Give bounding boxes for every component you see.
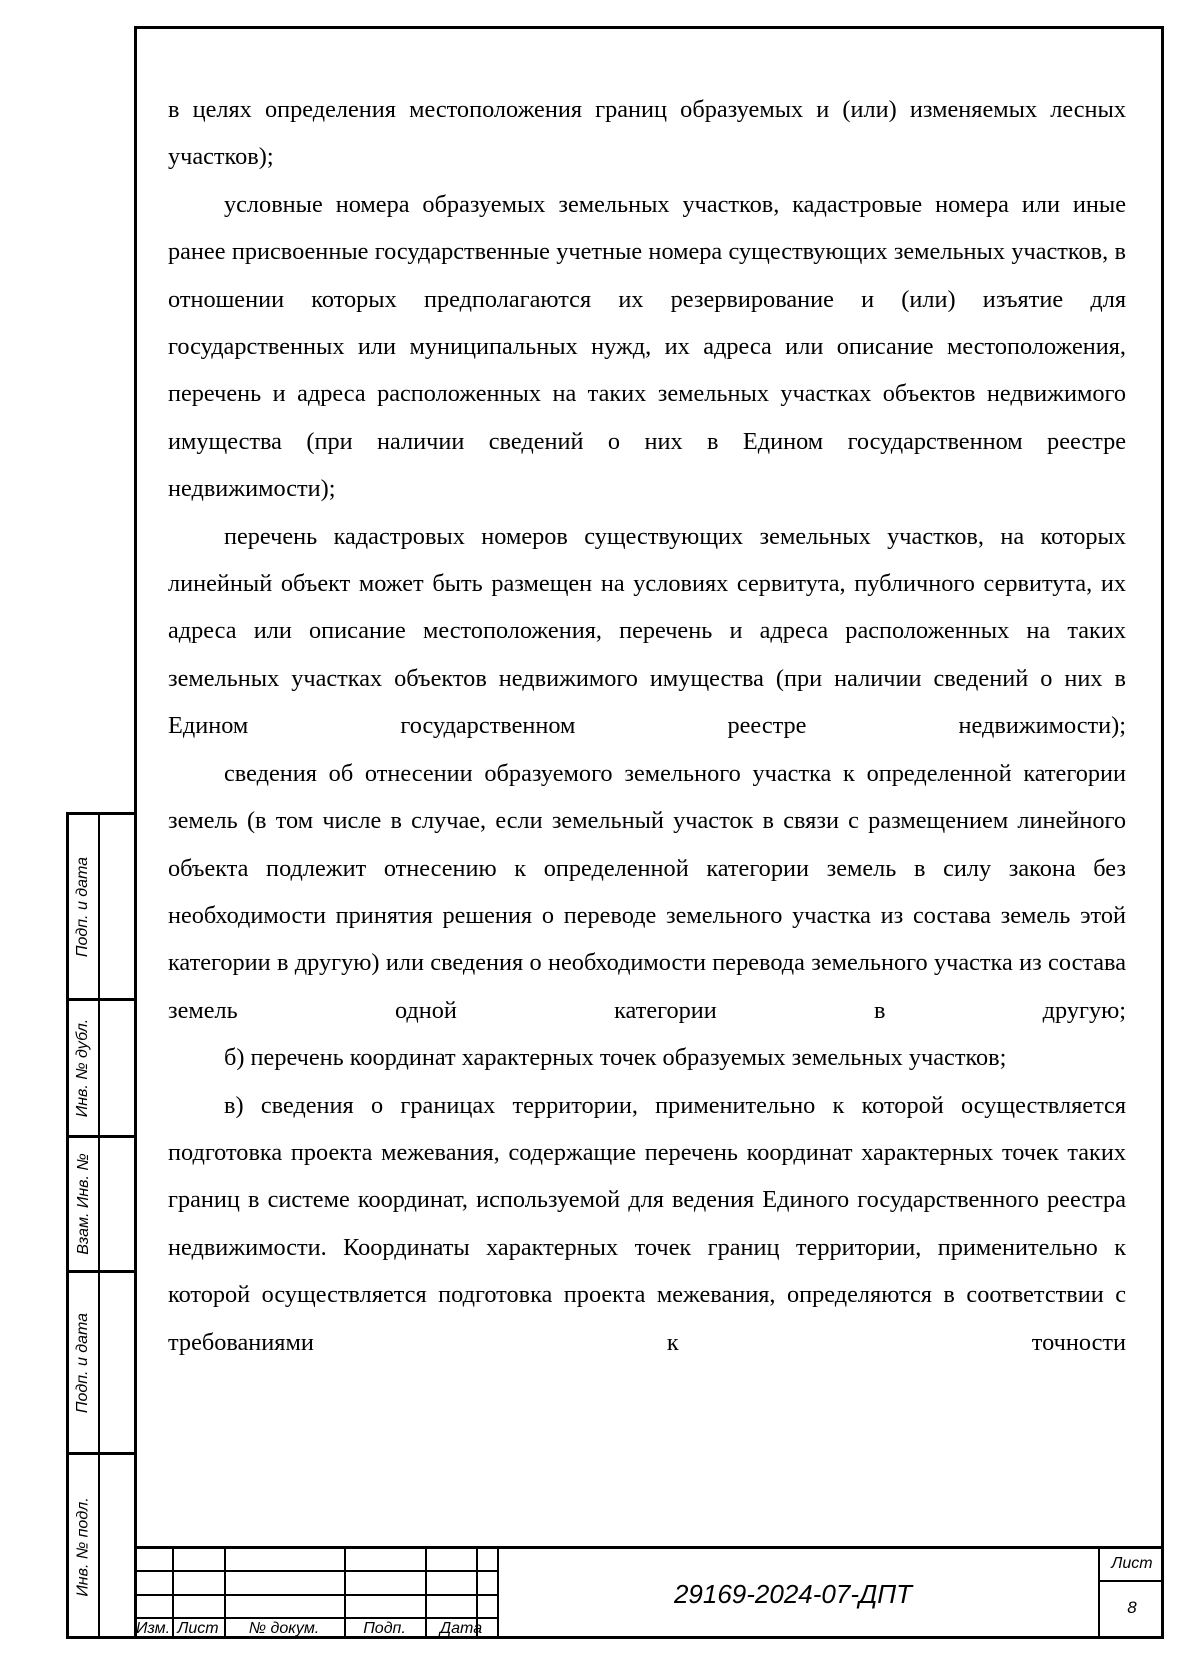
- side-stamp-divider: [98, 815, 100, 1636]
- doc-no-caption: № докум.: [248, 1620, 320, 1637]
- podp-data-bottom-label: Подп. и дата: [74, 1312, 92, 1413]
- data-caption: Дата: [439, 1620, 483, 1637]
- inv-dubl-label: Инв. № дубл.: [74, 1018, 92, 1118]
- izm-caption: Изм.: [135, 1620, 171, 1637]
- vzam-inv-label: Взам. Инв. №: [74, 1153, 92, 1255]
- document-body: [168, 86, 1126, 1366]
- podp-caption: Подп.: [363, 1620, 406, 1637]
- paragraph-4: сведения об отнесении образуемого земельного участка к определенной категории земель (в том числе в случае, если земельный участок в связи с размещением линейного объекта подлежит отнесению к определенной категории земель в силу закона без необходимости принятия решения о переводе земельного участка из состава земель этой категории в другую) или сведения о необходимости перевода земельного участка из состава земель одной категории в другую;: [168, 759, 1126, 1024]
- inv-podl-label: Инв. № подл.: [74, 1497, 92, 1597]
- side-stamp: [66, 812, 134, 1639]
- paragraph-6: в) сведения о границах территории, применительно к которой осуществляется подготовка проекта межевания, содержащие перечень координат характерных точек таких границ в системе координат, используемой для ведения Единого государственного реестра недвижимости. Координаты характерных точек границ территории, применительно к которой осуществляется подготовка проекта межевания, определяются в соответствии с требованиями к точности: [168, 1091, 1126, 1356]
- sheet-label: Лист: [1111, 1555, 1153, 1572]
- title-block: [134, 1546, 1164, 1639]
- paragraph-1: в целях определения местоположения границ образуемых и (или) изменяемых лесных участков);: [168, 96, 1126, 171]
- sheet-number: 8: [1127, 1598, 1137, 1617]
- paragraph-3: перечень кадастровых номеров существующих земельных участков, на которых линейный объект может быть размещен на условиях сервитута, публичного сервитута, их адреса или описание местоположения, перечень и адреса расположенных на таких земельных участках объектов недвижимого имущества (при наличии сведений о них в Едином государственном реестре недвижимости);: [168, 522, 1126, 740]
- list-caption: Лист: [177, 1620, 219, 1637]
- title-block-row-line: [134, 1570, 497, 1572]
- document-code: 29169-2024-07-ДПТ: [673, 1578, 913, 1609]
- title-block-top-line: [134, 1546, 1164, 1549]
- title-block-row-line: [134, 1594, 497, 1596]
- paragraph-2: условные номера образуемых земельных участков, кадастровые номера или иные ранее присвоенные государственные учетные номера существующих земельных участков, в отношении которых предполагаются их резервирование и (или) изъятие для государственных или муниципальных нужд, их адреса или описание местоположения, перечень и адреса расположенных на таких земельных участках объектов недвижимого имущества (при наличии сведений о них в Едином государственном реестре недвижимости);: [168, 190, 1126, 503]
- podp-data-top-label: Подп. и дата: [74, 856, 92, 957]
- paragraph-5: б) перечень координат характерных точек образуемых земельных участков;: [224, 1044, 1007, 1072]
